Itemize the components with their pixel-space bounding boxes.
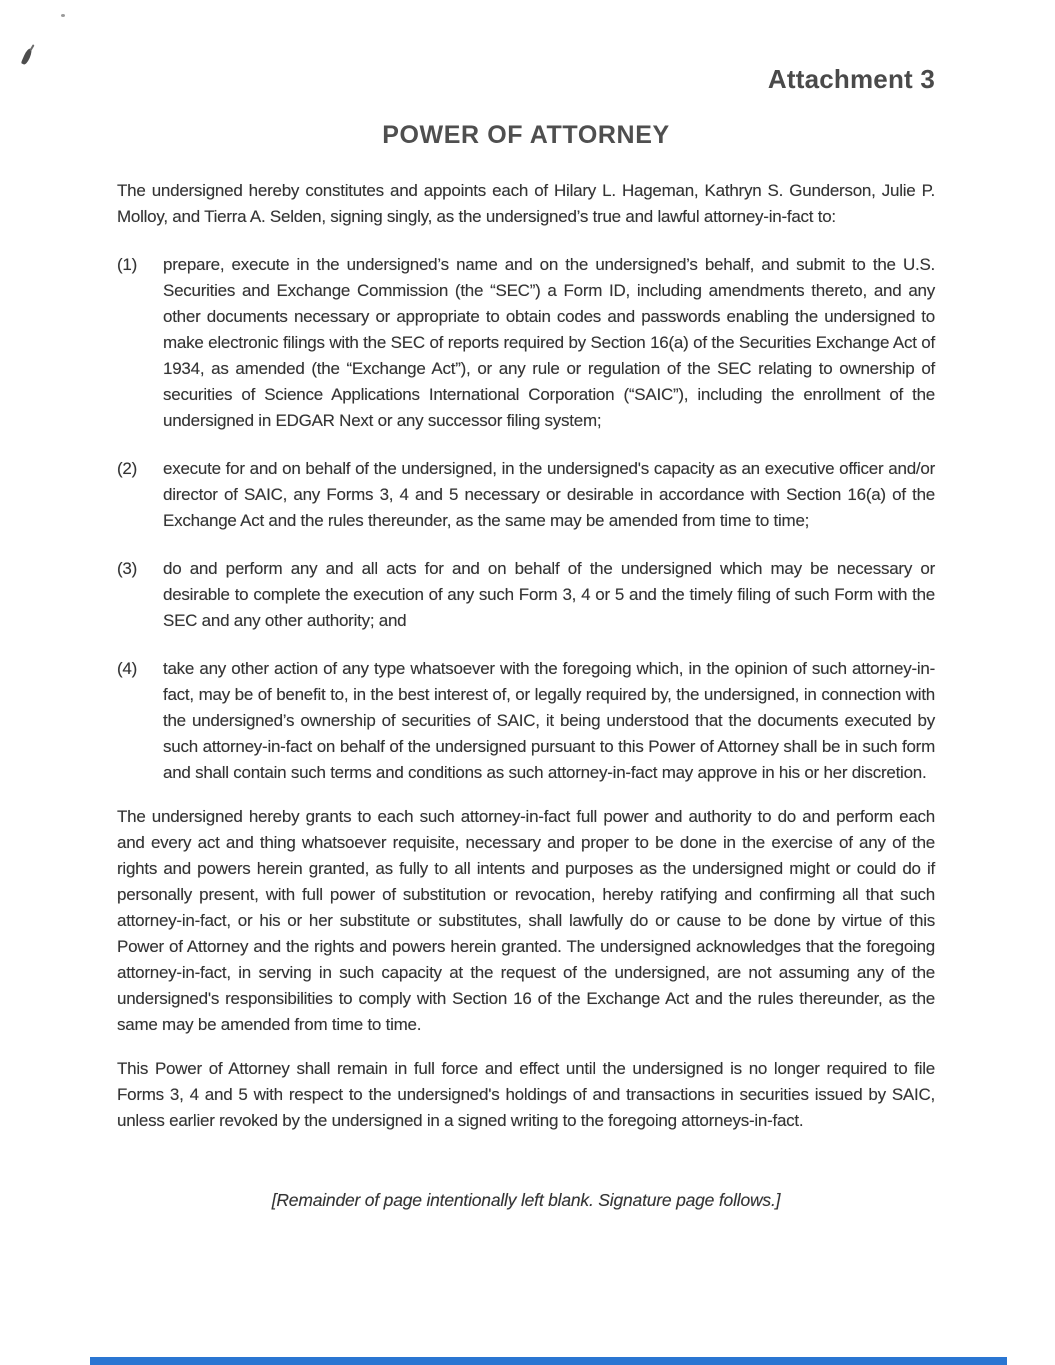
list-item-2 bbox=[117, 456, 935, 534]
item-2-text: execute for and on behalf of the undersigned, in the undersigned's capacity as an executive officer and/or director of SAIC, any Forms 3, 4 and 5 necessary or desirable in accordance with Section 16(a) of the Exchange Act and the rules thereunder, as the same may be amended from time to time; bbox=[163, 459, 935, 530]
item-1-number: (1) bbox=[117, 255, 138, 274]
attachment-label: Attachment 3 bbox=[767, 64, 935, 94]
item-3-number: (3) bbox=[117, 559, 138, 578]
duration-paragraph: This Power of Attorney shall remain in full force and effect until the undersigned is no longer required to file Forms 3, 4 and 5 with respect to the undersigned's holdings of and transactions in securities issued by SAIC, unless earlier revoked by the undersigned in a signed writing to the foregoing attorneys-in-fact. bbox=[117, 1059, 935, 1130]
closing-note: [Remainder of page intentionally left blank. Signature page follows.] bbox=[271, 1190, 781, 1210]
pen-mark-artifact bbox=[21, 48, 33, 66]
grant-of-power-paragraph: The undersigned hereby grants to each such attorney-in-fact full power and authority to do and perform each and every act and thing whatsoever requisite, necessary and proper to be done in the exercise of any of the rights and powers herein granted, as fully to all intents and purposes as the undersigned might or could do if personally present, with full power of substitution or revocation, hereby ratifying and confirming all that such attorney-in-fact, or his or her substitute or substitutes, shall lawfully do or cause to be done by virtue of this Power of Attorney and the rights and powers herein granted. The undersigned acknowledges that the foregoing attorney-in-fact, in serving in such capacity at the request of the undersigned, are not assuming any of the undersigned's responsibilities to comply with Section 16 of the Exchange Act and the rules thereunder, as the same may be amended from time to time. bbox=[117, 807, 935, 1034]
list-item-4 bbox=[117, 656, 935, 786]
item-2-number: (2) bbox=[117, 459, 138, 478]
list-item-3 bbox=[117, 556, 935, 634]
document-title: POWER OF ATTORNEY bbox=[382, 121, 670, 149]
item-4-text: take any other action of any type whatsoever with the foregoing which, in the opinion of such attorney-in-fact, may be of benefit to, in the best interest of, or legally required by, the undersigned, in connection with the undersigned’s ownership of securities of SAIC, it being understood that the documents executed by such attorney-in-fact on behalf of the undersigned pursuant to this Power of Attorney shall be in such form and shall contain such terms and conditions as such attorney-in-fact may approve in his or her discretion. bbox=[163, 659, 935, 782]
document-content bbox=[117, 0, 935, 1211]
item-4-number: (4) bbox=[117, 659, 138, 678]
bottom-blue-bar-artifact bbox=[90, 1357, 1007, 1365]
scan-speck-artifact bbox=[61, 14, 65, 17]
intro-paragraph: The undersigned hereby constitutes and appoints each of Hilary L. Hageman, Kathryn S. Gunderson, Julie P. Molloy, and Tierra A. Selden, signing singly, as the undersigned’s true and lawful attorney-in-fact to: bbox=[117, 181, 935, 226]
item-3-text: do and perform any and all acts for and on behalf of the undersigned which may be necessary or desirable to complete the execution of any such Form 3, 4 or 5 and the timely filing of such Form with the SEC and any other authority; and bbox=[163, 559, 935, 630]
list-item-1 bbox=[117, 252, 935, 434]
item-1-text: prepare, execute in the undersigned’s name and on the undersigned’s behalf, and submit to the U.S. Securities and Exchange Commission (the “SEC”) a Form ID, including amendments thereto, and any other documents necessary or appropriate to obtain codes and passwords enabling the undersigned to make electronic filings with the SEC of reports required by Section 16(a) of the Securities Exchange Act of 1934, as amended (the “Exchange Act”), or any rule or regulation of the SEC relating to ownership of securities of Science Applications International Corporation (“SAIC”), including the enrollment of the undersigned in EDGAR Next or any successor filing system; bbox=[163, 255, 935, 430]
